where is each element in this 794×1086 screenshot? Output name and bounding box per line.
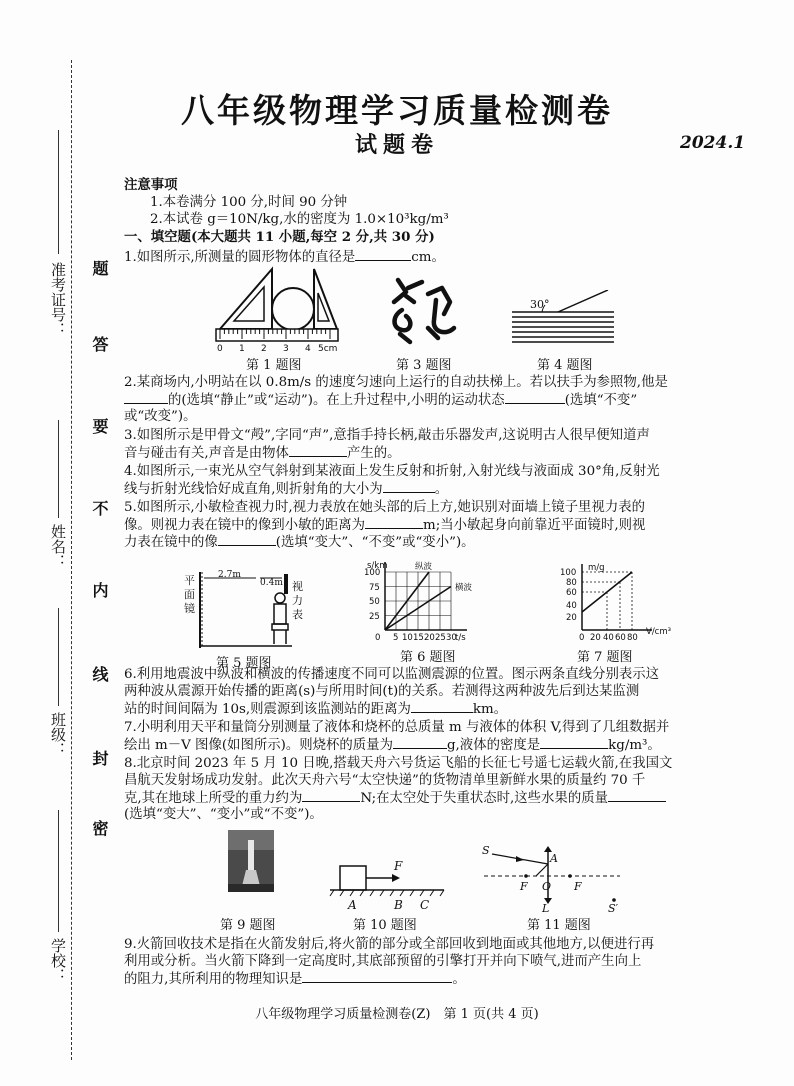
ruler-tick-label: 1 <box>239 344 245 353</box>
point-label: O <box>542 880 552 893</box>
tick-label: 100 <box>560 568 577 578</box>
school-label: 学校： <box>49 938 67 983</box>
force-label: F <box>394 859 403 873</box>
page-footer: 八年级物理学习质量检测卷(Z) 第 1 页(共 4 页) <box>255 1007 539 1022</box>
seal-char: 内 <box>90 582 109 600</box>
point-label: F <box>520 880 528 893</box>
tick-label: 25 <box>369 612 380 622</box>
seal-dashed-line <box>71 60 72 1060</box>
class-field[interactable] <box>58 608 59 706</box>
question-9-line: 利用或分析。当火箭下降到一定高度时,其底部预留的引擎打开并向下喷气,进而产生向上 <box>124 954 642 969</box>
series-label: 横波 <box>455 583 473 593</box>
chart-label-char: 视 <box>292 580 303 593</box>
answer-blank[interactable] <box>365 516 423 529</box>
series-label: 纵波 <box>415 562 433 572</box>
distance-label: 2.7m <box>218 570 241 580</box>
seal-char: 题 <box>90 260 109 278</box>
school-field[interactable] <box>58 810 59 932</box>
tick-label: 20 <box>590 633 601 643</box>
point-label: S <box>482 844 490 857</box>
axis-label: s/km <box>367 561 388 571</box>
figure-3-oracle-character <box>384 272 464 350</box>
question-8-line: 克,其在地球上所受的重力约为 N;在太空处于失重状态时,这些水果的质量 <box>124 789 666 807</box>
mirror-label-char: 镜 <box>184 602 195 615</box>
name-field[interactable] <box>58 420 59 518</box>
chart-label-char: 力 <box>292 594 303 607</box>
question-6: 6.利用地震波中纵波和横波的传播速度不同可以监测震源的位置。图示两条直线分别表示这 <box>124 667 660 682</box>
seal-char: 答 <box>90 336 109 354</box>
figure-caption: 第 4 题图 <box>537 358 593 373</box>
tick-label: 25 <box>435 633 446 643</box>
question-5-line: 力表在镜中的像 (选填“变大”、“不变”或“变小”)。 <box>124 535 475 550</box>
figure-9-rocket-photo <box>228 830 274 892</box>
question-5: 5.如图所示,小敏检查视力时,视力表放在她头部的后上方,她识别对面墙上镜子里视力表的 <box>124 500 645 515</box>
point-label: A <box>550 852 558 865</box>
tick-label: 40 <box>566 601 577 611</box>
question-4: 4.如图所示,一束光从空气斜射到某液面上发生反射和折射,入射光线与液面成 30°角,反射光 <box>124 464 660 479</box>
figure-1 <box>212 263 342 353</box>
tick-label: 15 <box>413 633 424 643</box>
tick-label: 0 <box>579 633 585 643</box>
question-2-line: 或“改变”)。 <box>124 409 197 424</box>
tick-label: 20 <box>424 633 435 643</box>
note-item: 2.本试卷 g＝10N/kg,水的密度为 1.0×10³kg/m³ <box>150 212 449 227</box>
exam-date: 2024.1 <box>680 133 746 153</box>
point-label: A <box>348 898 357 912</box>
tick-label: 30 <box>446 633 457 643</box>
question-9-line: 的阻力,其所利用的物理知识是 。 <box>124 972 466 987</box>
seal-char: 不 <box>90 500 109 518</box>
point-label: C <box>420 898 430 912</box>
answer-blank[interactable] <box>411 700 473 713</box>
answer-blank[interactable] <box>302 970 452 983</box>
page-title: 八年级物理学习质量检测卷 <box>181 91 613 130</box>
answer-blank[interactable] <box>302 789 360 802</box>
figure-11 <box>478 840 628 914</box>
seal-char: 线 <box>90 666 109 684</box>
question-3-line: 音与碰击有关,声音是由物体 产生的。 <box>124 446 401 461</box>
figure-caption: 第 11 题图 <box>527 918 591 933</box>
question-4-line: 线与折射光线恰好成直角,则折射角的大小为 。 <box>124 482 449 497</box>
tick-label: 100 <box>364 568 381 578</box>
figure-caption: 第 9 题图 <box>220 918 276 933</box>
exam-number-label: 准考证号： <box>49 262 67 337</box>
answer-blank[interactable] <box>393 736 447 749</box>
answer-blank[interactable] <box>218 533 276 546</box>
tick-label: 60 <box>566 588 577 598</box>
figure-6 <box>355 560 505 644</box>
seal-char: 要 <box>90 418 109 436</box>
ruler-tick-label: 2 <box>261 344 267 353</box>
figure-caption: 第 10 题图 <box>353 918 417 933</box>
answer-blank[interactable] <box>383 480 435 493</box>
answer-blank[interactable] <box>505 391 565 404</box>
answer-blank[interactable] <box>355 248 411 261</box>
figure-caption: 第 5 题图 <box>216 656 272 671</box>
question-8: 8.北京时间 2023 年 5 月 10 日晚,搭载天舟六号货运飞船的长征七号遥七运载火箭,在我国文 <box>124 756 673 771</box>
tick-label: 80 <box>566 578 577 588</box>
figure-7 <box>548 560 678 644</box>
question-7: 7.小明利用天平和量筒分别测量了液体和烧杯的总质量 m 与液体的体积 V,得到了几组数据并 <box>124 720 670 735</box>
question-9: 9.火箭回收技术是指在火箭发射后,将火箭的部分或全部回收到地面或其他地方,以便进行再 <box>124 937 655 952</box>
seal-char: 密 <box>90 820 109 838</box>
chart-label-char: 表 <box>292 608 303 621</box>
question-6-line: 站的时间间隔为 10s,则震源到该监测站的距离为 km。 <box>124 702 508 717</box>
figure-5 <box>180 568 308 650</box>
class-label: 班级： <box>49 712 67 757</box>
section-heading: 一、填空题(本大题共 11 小题,每空 2 分,共 30 分) <box>124 229 435 245</box>
seal-char: 封 <box>90 750 109 768</box>
ruler-tick-label: 0 <box>217 344 223 353</box>
ruler-tick-label: 3 <box>283 344 289 353</box>
ruler-tick-label: 5cm <box>318 344 338 353</box>
distance-label: 0.4m <box>260 578 283 588</box>
figure-caption: 第 1 题图 <box>246 358 302 373</box>
point-label: S′ <box>608 902 619 914</box>
axis-label: m/g <box>588 563 605 573</box>
question-8-line: 昌航天发射场成功发射。此次天舟六号“太空快递”的货物清单里新鲜水果的质量约 70 千 <box>124 773 646 788</box>
note-item: 1.本卷满分 100 分,时间 90 分钟 <box>150 195 348 210</box>
tick-label: 20 <box>566 613 577 623</box>
answer-blank[interactable] <box>608 789 666 802</box>
question-8-line: (选填“变大”、“变小”或“不变”)。 <box>124 807 323 822</box>
answer-blank[interactable] <box>540 736 608 749</box>
figure-4 <box>508 290 618 352</box>
tick-label: 40 <box>603 633 614 643</box>
axis-label: V/cm³ <box>646 627 672 637</box>
point-label: F <box>574 880 582 893</box>
question-3: 3.如图所示是甲骨文“殸”,字同“声”,意指手持长柄,敲击乐器发声,这说明古人很早便知道声 <box>124 428 650 443</box>
angle-label: 30° <box>530 298 550 311</box>
question-2-line: 的(选填“静止”或“运动”)。在上升过程中,小明的运动状态 (选填“不变” <box>124 391 637 409</box>
page-subtitle: 试题卷 <box>354 132 439 158</box>
figure-caption: 第 3 题图 <box>396 358 452 373</box>
question-1: 1.如图所示,所测量的圆形物体的直径是 cm。 <box>124 250 445 265</box>
answer-blank[interactable] <box>289 444 347 457</box>
mirror-label-char: 平 <box>184 574 195 587</box>
tick-label: 80 <box>627 633 638 643</box>
name-label: 姓名： <box>49 524 67 569</box>
tick-label: 60 <box>615 633 626 643</box>
question-2: 2.某商场内,小明站在以 0.8m/s 的速度匀速向上运行的自动扶梯上。若以扶手为参照物,他是 <box>124 375 668 390</box>
tick-label: 10 <box>402 633 413 643</box>
tick-label: 0 <box>375 633 381 643</box>
notes-heading: 注意事项 <box>124 177 178 193</box>
binding-strip <box>0 0 118 1086</box>
point-label: L <box>542 902 550 914</box>
tick-label: 50 <box>369 597 380 607</box>
mirror-label-char: 面 <box>184 588 195 601</box>
question-7-line: 绘出 m－V 图像(如图所示)。则烧杯的质量为 g,液体的密度是 kg/m³。 <box>124 738 661 753</box>
tick-label: 75 <box>369 583 380 593</box>
ruler-tick-label: 4 <box>305 344 311 353</box>
question-5-line: 像。则视力表在镜中的像到小敏的距离为 m;当小敏起身向前靠近平面镜时,则视 <box>124 518 646 533</box>
figure-caption: 第 6 题图 <box>400 650 456 665</box>
figure-10 <box>328 852 448 912</box>
figure-caption: 第 7 题图 <box>577 650 633 665</box>
tick-label: 5 <box>393 633 399 643</box>
answer-blank[interactable] <box>124 391 168 404</box>
axis-label: t/s <box>455 633 466 643</box>
point-label: B <box>394 898 403 912</box>
question-6-line: 两种波从震源开始传播的距离(s)与所用时间(t)的关系。若测得这两种波先后到达某监测 <box>124 684 640 699</box>
